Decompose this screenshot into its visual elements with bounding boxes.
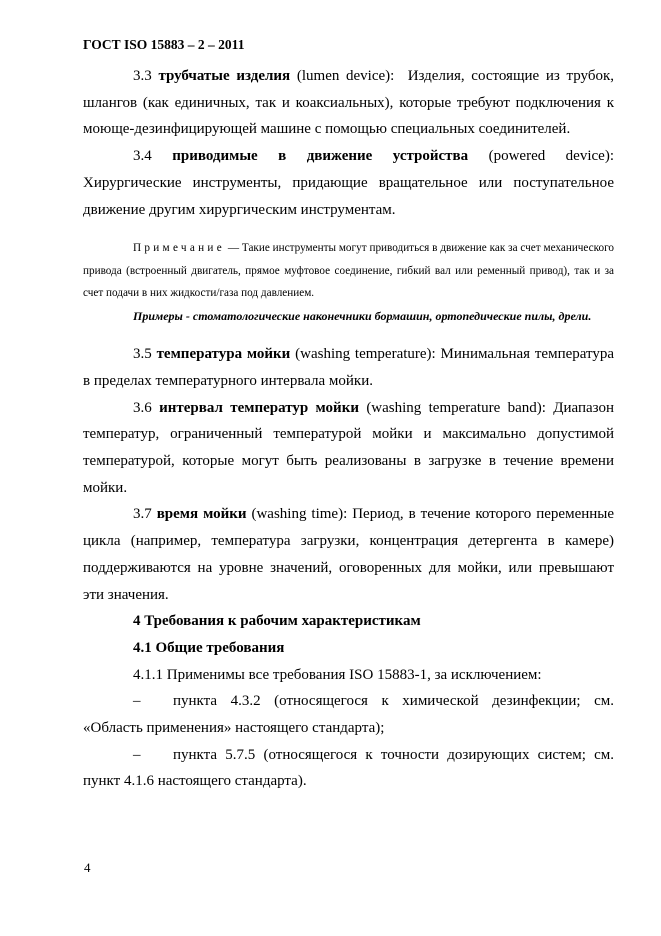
definition-number: 3.3 (133, 68, 152, 84)
definition-english: (washing temperature): (295, 346, 436, 363)
definition-english: (washing temperature band): (366, 399, 546, 416)
note-block (83, 237, 614, 327)
document-body (83, 63, 614, 795)
definition-term: температура мойки (156, 346, 291, 363)
dash-marker: – (133, 693, 141, 710)
list-item (83, 688, 614, 741)
note (83, 237, 614, 305)
page-number: 4 (84, 860, 91, 875)
definition-term: трубчатые изделия (158, 68, 291, 84)
definition-number: 3.7 (133, 506, 152, 523)
definition-text: Минимальная температура в пределах температурного интервала мойки. (83, 346, 615, 389)
list-item (83, 742, 614, 795)
definition-english: (lumen device): (296, 68, 395, 84)
list-item-text: пункта 4.3.2 (относящегося к химической дезинфекции; см. «Область применения» настоящего стандарта); (83, 693, 614, 737)
definition-term: интервал температур мойки (159, 399, 359, 416)
section-4-heading: 4 Требования к рабочим характеристикам (133, 613, 421, 630)
definition-3-3 (83, 63, 614, 143)
definition-3-7 (83, 501, 614, 608)
document-header: ГОСТ ISO 15883 – 2 – 2011 (83, 37, 245, 52)
definition-term: приводимые в движение устройства (172, 148, 469, 165)
list-item-text: пункта 5.7.5 (относящегося к точности дозирующих систем; см. пункт 4.1.6 настоящего стандарта). (83, 746, 614, 790)
definition-text: Изделия, состоящие из трубок, шлангов (как единичных, так и коаксиальных), которые требуют подключения к моюще-дезинфицирующей машине с помощью специальных соединителей. (83, 68, 615, 138)
definition-3-6 (83, 395, 614, 502)
definition-text: Диапазон температур, ограниченный температурой мойки и максимально допустимой температурой, которые могут быть реализованы в загрузке в течение времени мойки. (83, 399, 615, 496)
definition-number: 3.4 (133, 148, 152, 165)
section-4-1-heading: 4.1 Общие требования (133, 639, 285, 656)
definition-english: (washing time): (251, 506, 348, 523)
definition-text: Период, в течение которого переменные цикла (например, температура загрузки, концентрация детергента в камере) поддерживаются на уровне значений, оговоренных для мойки, или превышают эти значения. (83, 506, 615, 603)
clause-4-1-1: 4.1.1 Применимы все требования ISO 15883-1, за исключением: (133, 666, 542, 683)
definition-text: Хирургические инструменты, придающие вращательное или поступательное движение другим хирургическим инструментам. (83, 174, 614, 218)
dash-marker: – (133, 746, 141, 763)
definition-term: время мойки (156, 506, 247, 523)
definition-3-4 (83, 143, 614, 223)
definition-english: (powered device): (488, 148, 614, 165)
definition-number: 3.6 (133, 399, 152, 416)
note-text: — Такие инструменты могут приводиться в движение как за счет механического привода (встроенный двигатель, прямое муфтовое соединение, гибкий вал или ременный привод), так и за счет подачи в них жидкости/газа под давлением. (83, 242, 615, 300)
definition-3-5 (83, 341, 614, 394)
note-label: Примечание (133, 242, 225, 255)
definition-number: 3.5 (133, 346, 152, 363)
note-examples: Примеры - стоматологические наконечники бормашин, ортопедические пилы, дрели. (133, 308, 592, 323)
